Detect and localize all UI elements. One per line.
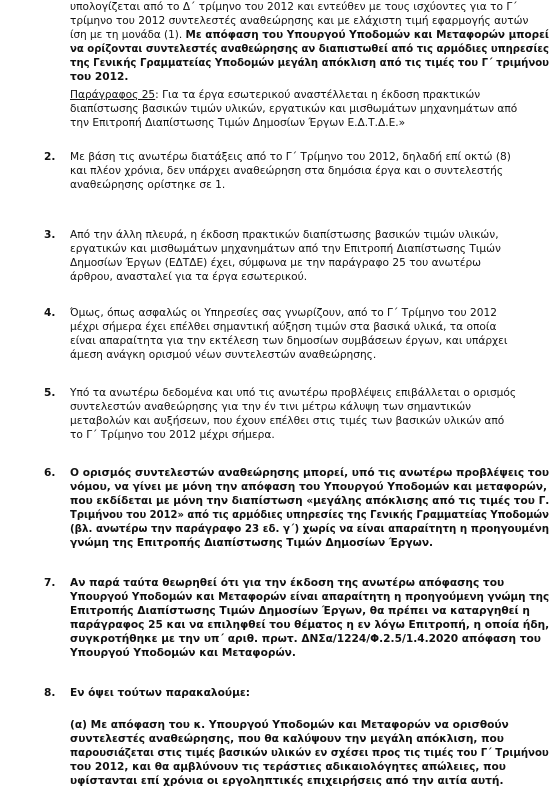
item-number: 5. — [44, 387, 56, 399]
subitem-line: συντελεστές αναθεώρησης, που θα καλύψουν την μεγάλη απόκλιση, που — [70, 733, 504, 745]
item-line: παράγραφος 25 και να επιληφθεί του θέματος η εν λόγω Επιτροπή, η οποία ήδη, — [70, 619, 550, 631]
intro-line-8: διαπίστωσης βασικών τιμών υλικών, εργατικών και μισθωμάτων μηχανημάτων από — [70, 103, 518, 115]
subitem-line: του 2012, και θα αμβλύνουν τις τεράστιες αδικαιολόγητες απώλειες, που — [70, 761, 506, 773]
intro-line-5: της Γενικής Γραμματείας Υποδομών μεγάλη απόκλιση από τις τιμές του Γ΄ τριμήνου — [70, 57, 549, 69]
item-line: είναι απαραίτητα για την εκτέλεση των δημοσίων συμβάσεων έργων, και υπάρχει — [70, 335, 508, 347]
item-line: συντελεστών αναθεώρησης για την έν τινι μέτρω κάλυψη των σημαντικών — [70, 401, 472, 413]
item-line: άρθρου, ανασταλεί για τα έργα εσωτερικού. — [70, 271, 308, 283]
item-line: Τριμήνου του 2012» από τις αρμόδιες υπηρεσίες της Γενικής Γραμματείας Υποδομών — [70, 509, 549, 521]
intro-line-4: να ορίζονται συντελεστές αναθεώρησης αν διαπιστωθεί από τις αρμόδιες υπηρεσίες — [70, 43, 549, 55]
intro-line-7-rest: : Για τα έργα εσωτερικού αναστέλλεται η έκδοση πρακτικών — [155, 89, 481, 101]
item-number: 3. — [44, 229, 56, 241]
item-line: μέχρι σήμερα έχει επέλθει σημαντική αύξηση τιμών στα βασικά υλικά, τα οποία — [70, 321, 497, 333]
intro-line-7 — [70, 88, 480, 103]
intro-line-3-plain: ίση με τη μονάδα (1). — [70, 29, 186, 41]
item-line: Όμως, όπως ασφαλώς οι Υπηρεσίες σας γνωρίζουν, από το Γ΄ Τρίμηνο του 2012 — [70, 307, 497, 319]
intro-line-3 — [70, 28, 549, 43]
item-line: νόμου, να γίνει με μόνη την απόφαση του Υπουργού Υποδομών και μεταφορών, — [70, 481, 547, 493]
item-line: Δημοσίων Έργων (ΕΔΤΔΕ) έχει, σύμφωνα με την παράγραφο 25 του ανωτέρω — [70, 257, 482, 269]
item-number: 6. — [44, 467, 56, 479]
item-line: Αν παρά ταύτα θεωρηθεί ότι για την έκδοση της ανωτέρω απόφασης του — [70, 577, 505, 589]
paragraph-25-label: Παράγραφος 25 — [70, 89, 156, 101]
item-line: άμεση ανάγκη ορισμού νέων συντελεστών αναθεώρησης. — [70, 349, 377, 361]
subitem-line: παρουσιάζεται στις τιμές βασικών υλικών εν σχέσει προς τις τιμές του Γ΄ Τριμήνου — [70, 747, 549, 759]
item-line: μεταβολών και αυξήσεων, που έχουν επέλθει στις τιμές των βασικών υλικών από — [70, 415, 505, 427]
item-number: 4. — [44, 307, 56, 319]
item-number: 7. — [44, 577, 56, 589]
subitem-line: (α) Με απόφαση του κ. Υπουργού Υποδομών και Μεταφορών να ορισθούν — [70, 719, 509, 731]
item-line: εργατικών και μισθωμάτων μηχανημάτων από την Επιτροπή Διαπίστωσης Τιμών — [70, 243, 501, 255]
item-line: Υπό τα ανωτέρω δεδομένα και υπό τις ανωτέρω προβλέψεις επιβάλλεται ο ορισμός — [70, 387, 517, 399]
item-line: γνώμη της Επιτροπής Διαπίστωσης Τιμών Δημοσίων Έργων. — [70, 537, 434, 549]
item-line: Με βάση τις ανωτέρω διατάξεις από το Γ΄ Τρίμηνο του 2012, δηλαδή επί οκτώ (8) — [70, 151, 511, 163]
item-line: Υπουργού Υποδομών και Μεταφορών είναι απαραίτητη η προηγούμενη γνώμη της — [70, 591, 550, 603]
item-line: Από την άλλη πλευρά, η έκδοση πρακτικών διαπίστωσης βασικών τιμών υλικών, — [70, 229, 499, 241]
item-line: αναθεώρησης ορίστηκε σε 1. — [70, 179, 226, 191]
intro-line-6: του 2012. — [70, 71, 129, 83]
intro-line-3-bold: Με απόφαση του Υπουργού Υποδομών και Μεταφορών μπορεί — [185, 29, 549, 41]
intro-line-2: τρίμηνο του 2012 συντελεστές αναθεώρησης και με ελάχιστη τιμή εφαρμογής αυτών — [70, 15, 529, 27]
intro-line-9: την Επιτροπή Διαπίστωσης Τιμών Δημοσίων Έργων Ε.Δ.Τ.Δ.Ε.» — [70, 117, 406, 129]
item-line: που εκδίδεται με μόνη την διαπίστωση «μεγάλης απόκλισης από τις τιμές του Γ. — [70, 495, 550, 507]
item-line: και πλέον χρόνια, δεν υπάρχει αναθεώρηση στα δημόσια έργα και ο συντελεστής — [70, 165, 504, 177]
item-line: Επιτροπής Διαπίστωσης Τιμών Δημοσίων Έργων, θα πρέπει να καταργηθεί η — [70, 605, 530, 617]
item-line: Ο ορισμός συντελεστών αναθεώρησης μπορεί, υπό τις ανωτέρω προβλέψεις του — [70, 467, 550, 479]
item-line: το Γ΄ Τρίμηνο του 2012 μέχρι σήμερα. — [70, 429, 275, 441]
item-number: 2. — [44, 151, 56, 163]
item-line: (βλ. ανωτέρω την παράγραφο 23 εδ. γ΄) χωρίς να είναι απαραίτητη η προηγουμένη — [70, 523, 550, 535]
item-number: 8. — [44, 687, 56, 699]
subitem-line: υφίστανται επί χρόνια οι εργοληπτικές επιχειρήσεις από την αιτία αυτή. — [70, 775, 504, 787]
intro-line-1: υπολογίζεται από το Δ΄ τρίμηνο του 2012 και εντεύθεν με τους ισχύοντες για το Γ΄ — [70, 1, 518, 13]
item-line: Υπουργού Υποδομών και Μεταφορών. — [70, 647, 296, 659]
item-line: συγκροτήθηκε με την υπ΄ αριθ. πρωτ. ΔΝΣα/1224/Φ.2.5/1.4.2020 απόφαση του — [70, 633, 541, 645]
item-line: Εν όψει τούτων παρακαλούμε: — [70, 687, 250, 699]
